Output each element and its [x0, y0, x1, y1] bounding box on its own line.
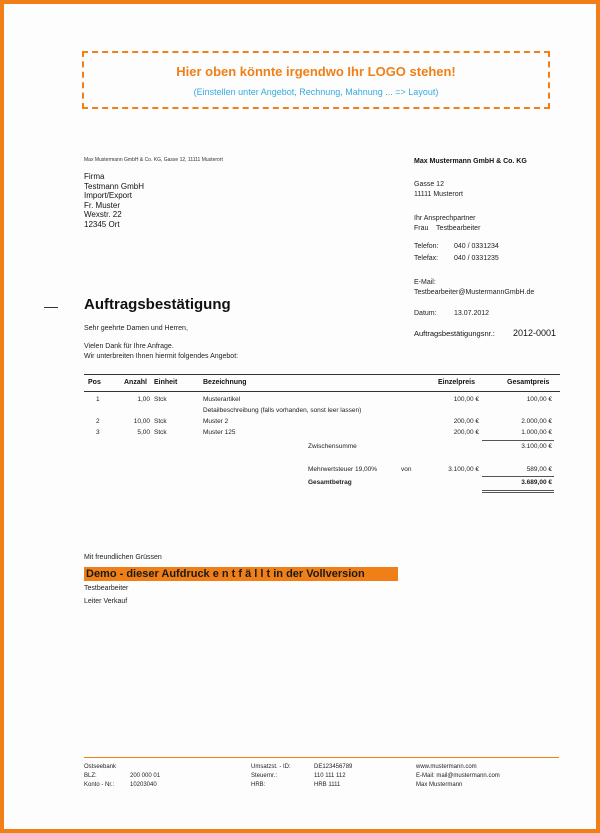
subtotal-label: Zwischensumme	[308, 443, 357, 450]
reference-number: 2012-0001	[513, 328, 557, 338]
header-unit-price: Einzelpreis	[438, 379, 475, 386]
footer-text: BLZ:	[84, 773, 97, 779]
contact-label: Ihr Ansprechpartner	[414, 215, 476, 222]
footer-text: HRB:	[251, 782, 266, 788]
total-double-underline	[482, 492, 554, 493]
footer-text: Max Mustermann	[416, 782, 463, 788]
footer-text	[130, 763, 160, 772]
cell-qty: 5,00	[137, 429, 150, 436]
header-qty: Anzahl	[124, 379, 147, 386]
footer-text: DE123456789	[314, 764, 353, 770]
header-total-price: Gesamtpreis	[507, 379, 550, 386]
footer-text: Umsatzst. - ID:	[251, 764, 291, 770]
logo-placeholder	[82, 51, 550, 109]
footer-text: 200 000 01	[130, 773, 161, 779]
table-top-rule	[84, 374, 560, 375]
sender-line: Max Mustermann GmbH & Co. KG, Gasse 12, 11111 Musterort	[84, 157, 223, 163]
contact-name: Frau Testbearbeiter	[414, 225, 481, 232]
logo-hint: (Einstellen unter Angebot, Rechnung, Mahnung ... => Layout)	[193, 87, 439, 97]
cell-qty: 10,00	[133, 418, 150, 425]
email-value: Testbearbeiter@MustermannGmbH.de	[414, 289, 535, 296]
demo-watermark: Demo - dieser Aufdruck e n t f ä l l t in der Vollversion	[84, 567, 398, 581]
footer-text: 10203040	[130, 782, 157, 788]
footer-text: Ostseebank	[84, 764, 117, 770]
phone-value: 040 / 0331234	[454, 243, 499, 250]
footer-bank-values	[130, 763, 160, 790]
reference-label: Auftragsbestätigungsnr.:	[414, 329, 495, 338]
cell-unit: Stck	[154, 396, 167, 403]
closing-greeting: Mit freundlichen Grüssen	[84, 554, 162, 561]
footer-link: www.mustermann.com	[416, 764, 477, 770]
company-street: Gasse 12	[414, 181, 444, 188]
subtotal-rule	[482, 440, 554, 441]
intro-text: Wir unterbreiten Ihnen hiermit folgendes Angebot:	[84, 353, 239, 360]
recipient-line: Import/Export	[84, 191, 133, 200]
cell-unit-price: 100,00 €	[453, 396, 479, 403]
footer-text: HRB 1111	[314, 782, 341, 788]
footer-rule	[84, 757, 559, 758]
header-description: Bezeichnung	[203, 379, 247, 386]
fax-value: 040 / 0331235	[454, 255, 499, 262]
footer-text: Konto - Nr.:	[84, 782, 115, 788]
recipient-address	[84, 172, 144, 229]
phone-label: Telefon:	[414, 243, 439, 250]
vat-of: von	[401, 466, 412, 473]
footer-contact	[416, 763, 500, 790]
company-name: Max Mustermann GmbH & Co. KG	[414, 158, 527, 165]
cell-unit-price: 200,00 €	[453, 418, 479, 425]
cell-unit: Stck	[154, 418, 167, 425]
footer-tax-labels	[251, 763, 291, 790]
footer-link: E-Mail: mail@mustermann.com	[416, 773, 500, 779]
cell-total-price: 100,00 €	[526, 396, 552, 403]
cell-total-price: 2.000,00 €	[521, 418, 552, 425]
recipient-line: Wexstr. 22	[84, 210, 122, 219]
intro-text: Vielen Dank für Ihre Anfrage.	[84, 343, 174, 350]
logo-title: Hier oben könnte irgendwo Ihr LOGO stehen!	[176, 64, 456, 79]
company-city: 11111 Musterort	[414, 191, 463, 198]
cell-pos: 2	[96, 418, 100, 425]
cell-description: Musterartikel	[203, 396, 241, 403]
cell-qty: 1,00	[137, 396, 150, 403]
footer-text: 110 111 112	[314, 773, 346, 779]
document-title: Auftragsbestätigung	[84, 296, 231, 313]
cell-description: Muster 125	[203, 429, 236, 436]
table-header-rule	[84, 391, 560, 392]
header-unit: Einheit	[154, 379, 178, 386]
subtotal-value: 3.100,00 €	[521, 443, 552, 450]
date-label: Datum:	[414, 310, 437, 317]
cell-total-price: 1.000,00 €	[521, 429, 552, 436]
footer-bank-labels	[84, 763, 116, 790]
signer-name: Testbearbeiter	[84, 585, 129, 592]
cell-pos: 1	[96, 396, 100, 403]
signer-role: Leiter Verkauf	[84, 598, 128, 605]
cell-unit: Stck	[154, 429, 167, 436]
header-pos: Pos	[88, 379, 101, 386]
recipient-line: Firma	[84, 172, 105, 181]
recipient-line: 12345 Ort	[84, 219, 120, 229]
vat-value: 589,00 €	[526, 466, 552, 473]
vat-label: Mehrwertsteuer 19,00%	[308, 466, 378, 473]
cell-description: Detailbeschreibung (falls vorhanden, sonst leer lassen)	[203, 407, 362, 414]
footer-text: Steuernr.:	[251, 773, 278, 779]
salutation: Sehr geehrte Damen und Herren,	[84, 325, 188, 332]
total-underline	[482, 490, 554, 491]
cell-description: Muster 2	[203, 418, 229, 425]
cell-unit-price: 200,00 €	[453, 429, 479, 436]
recipient-line: Testmann GmbH	[84, 181, 145, 191]
fax-label: Telefax:	[414, 255, 439, 262]
total-value: 3.689,00 €	[521, 479, 552, 486]
fold-mark	[44, 307, 58, 308]
total-label: Gesamtbetrag	[308, 479, 352, 486]
vat-base: 3.100,00 €	[448, 466, 479, 473]
cell-pos: 3	[96, 429, 100, 436]
footer-tax-values	[314, 763, 352, 790]
total-rule	[482, 476, 554, 477]
date-value: 13.07.2012	[454, 310, 490, 317]
email-label: E-Mail:	[414, 279, 436, 286]
recipient-line: Fr. Muster	[84, 200, 121, 210]
